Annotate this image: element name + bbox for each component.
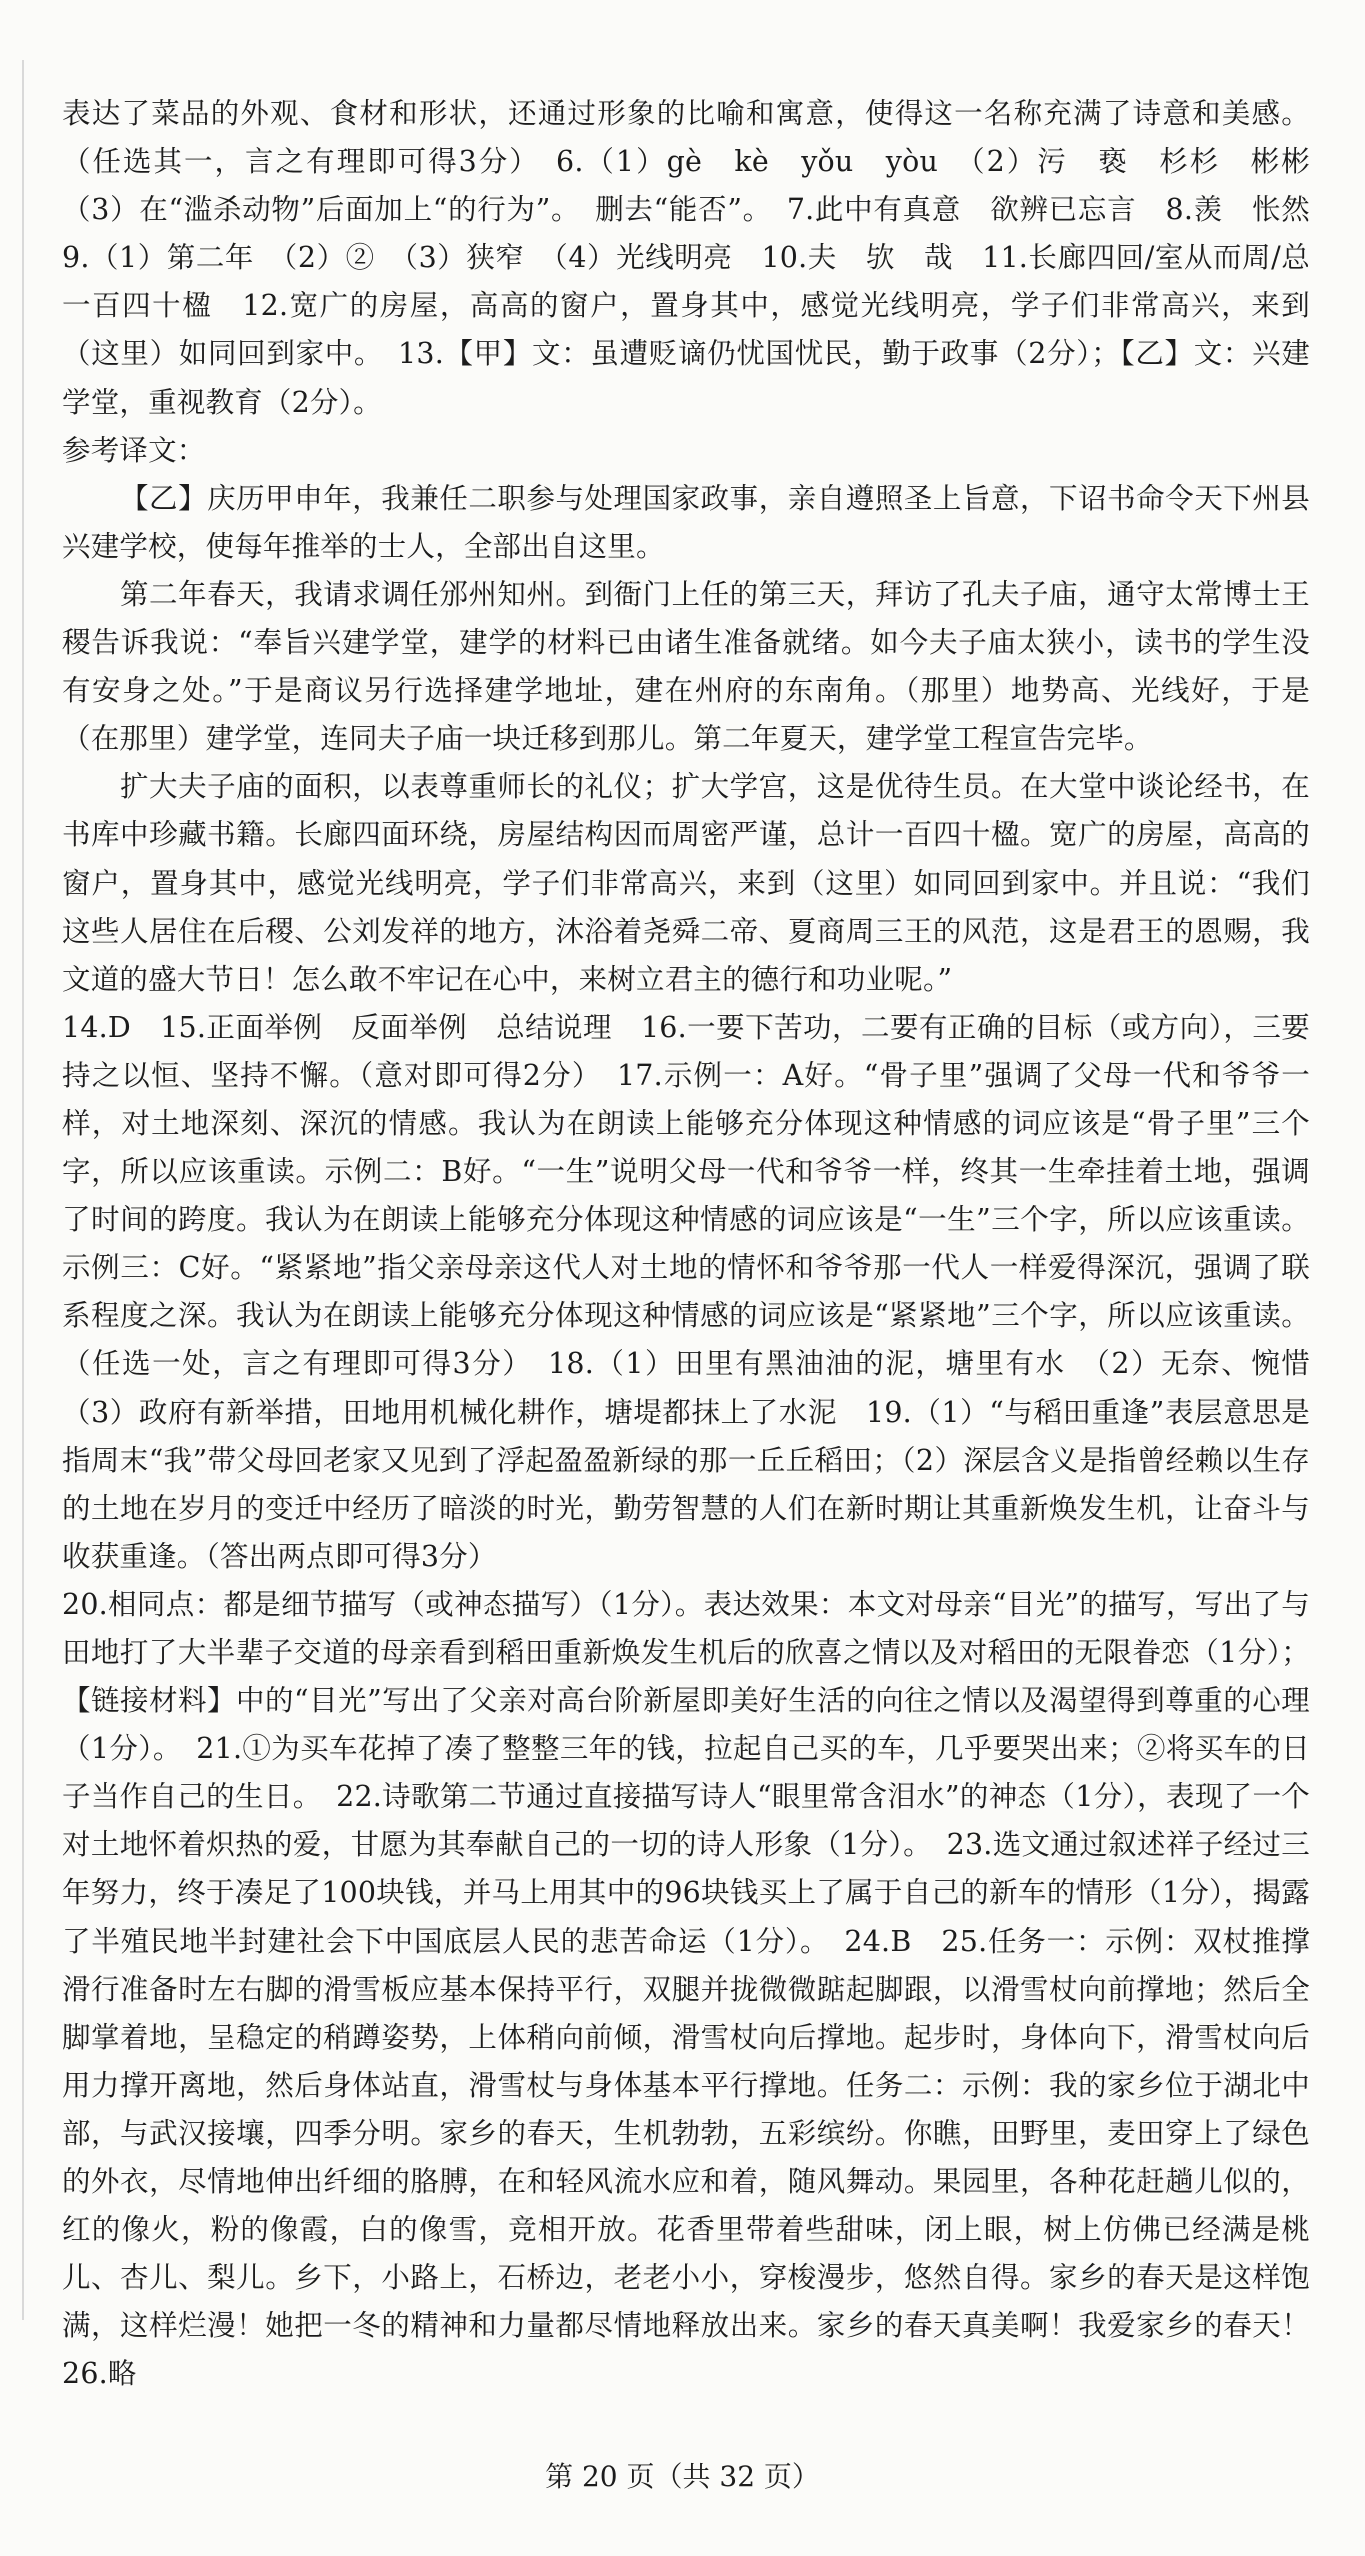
translation-paragraph-1: 【乙】庆历甲申年，我兼任二职参与处理国家政事，亲自遵照圣上旨意，下诏书命令天下州县兴建学校，使每年推举的士人，全部出自这里。 bbox=[62, 481, 1310, 563]
answers-part-3: 20.相同点：都是细节描写（或神态描写）（1分）。表达效果：本文对母亲“目光”的描写，写出了与田地打了大半辈子交道的母亲看到稻田重新焕发生机后的欣喜之情以及对稻田的无限眷恋（1分）；【链接材料】中的“目光”写出了父亲对高台阶新屋即美好生活的向往之情以及渴望得到尊重的心理（1分）。 21.①为买车花掉了凑了整整三年的钱，拉起自己买的车，几乎要哭出来；②将买车的日子当作自己的生日。 22.诗歌第二节通过直接描写诗人“眼里常含泪水”的神态（1分），表现了一个对土地怀着炽热的爱，甘愿为其奉献自己的一切的诗人形象（1分）。 23.选文通过叙述祥子经过三年努力，终于凑足了100块钱，并马上用其中的96块钱买上了属于自己的新车的情形（1分），揭露了半殖民地半封建社会下中国底层人民的悲苦命运（1分）。 24.B 25.任务一：示例：双杖推撑滑行准备时左右脚的滑雪板应基本保持平行，双腿并拢微微踮起脚跟，以滑雪杖向前撑地；然后全脚掌着地，呈稳定的稍蹲姿势，上体稍向前倾，滑雪杖向后撑地。起步时，身体向下，滑雪杖向后用力撑开离地，然后身体站直，滑雪杖与身体基本平行撑地。任务二：示例：我的家乡位于湖北中部，与武汉接壤，四季分明。家乡的春天，生机勃勃，五彩缤纷。你瞧，田野里，麦田穿上了绿色的外衣，尽情地伸出纤细的胳膊，在和轻风流水应和着，随风舞动。果园里，各种花赶趟儿似的，红的像火，粉的像霞，白的像雪，竞相开放。花香里带着些甜味，闭上眼，树上仿佛已经满是桃儿、杏儿、梨儿。乡下，小路上，石桥边，老老小小，穿梭漫步，悠然自得。家乡的春天是这样饱满，这样烂漫！她把一冬的精神和力量都尽情地释放出来。家乡的春天真美啊！我爱家乡的春天！ 26.略 bbox=[62, 1587, 1339, 2391]
page-number-footer: 第 20 页（共 32 页） bbox=[545, 2460, 820, 2493]
translation-paragraph-2: 第二年春天，我请求调任邠州知州。到衙门上任的第三天，拜访了孔夫子庙，通守太常博士王稷告诉我说：“奉旨兴建学堂，建学的材料已由诸生准备就绪。如今夫子庙太狭小，读书的学生没有安身之处。”于是商议另行选择建学地址，建在州府的东南角。（那里）地势高、光线好，于是（在那里）建学堂，连同夫子庙一块迁移到那儿。第二年夏天，建学堂工程宣告完毕。 bbox=[62, 577, 1310, 756]
answers-part-1: 表达了菜品的外观、食材和形状，还通过形象的比喻和寓意，使得这一名称充满了诗意和美感。（任选其一，言之有理即可得3分） 6.（1）gè kè yǒu yòu （2）污 亵 杉杉 彬彬 （3）在“滥杀动物”后面加上“的行为”。 删去“能否”。 7.此中有真意 欲辨已忘言 8.羡 怅然 9.（1）第二年 （2）② （3）狭窄 （4）光线明亮 10.夫 欤 哉 11.长廊四回/室从而周/总一百四十楹 12.宽广的房屋，高高的窗户，置身其中，感觉光线明亮，学子们非常高兴，来到（这里）如同回到家中。 13.【甲】文：虽遭贬谪仍忧国忧民，勤于政事（2分）；【乙】文：兴建学堂，重视教育（2分）。 bbox=[62, 97, 1339, 419]
binding-margin-line bbox=[22, 60, 24, 2320]
answers-part-2: 14.D 15.正面举例 反面举例 总结说理 16.一要下苦功，二要有正确的目标（或方向），三要持之以恒、坚持不懈。（意对即可得2分） 17.示例一：A好。“骨子里”强调了父母一代和爷爷一样，对土地深刻、深沉的情感。我认为在朗读上能够充分体现这种情感的词应该是“骨子里”三个字，所以应该重读。示例二：B好。“一生”说明父母一代和爷爷一样，终其一生牵挂着土地，强调了时间的跨度。我认为在朗读上能够充分体现这种情感的词应该是“一生”三个字，所以应该重读。示例三：C好。“紧紧地”指父亲母亲这代人对土地的情怀和爷爷那一代人一样爱得深沉，强调了联系程度之深。我认为在朗读上能够充分体现这种情感的词应该是“紧紧地”三个字，所以应该重读。（任选一处，言之有理即可得3分） 18.（1）田里有黑油油的泥，塘里有水 （2）无奈、惋惜 （3）政府有新举措，田地用机械化耕作，塘堤都抹上了水泥 19.（1）“与稻田重逢”表层意思是指周末“我”带父母回老家又见到了浮起盈盈新绿的那一丘丘稻田；（2）深层含义是指曾经赖以生存的土地在岁月的变迁中经历了暗淡的时光，勤劳智慧的人们在新时期让其重新焕发生机，让奋斗与收获重逢。（答出两点即可得3分） bbox=[62, 1010, 1339, 1573]
translation-paragraph-3: 扩大夫子庙的面积，以表尊重师长的礼仪；扩大学宫，这是优待生员。在大堂中谈论经书，在书库中珍藏书籍。长廊四面环绕，房屋结构因而周密严谨，总计一百四十楹。宽广的房屋，高高的窗户，置身其中，感觉光线明亮，学子们非常高兴，来到（这里）如同回到家中。并且说：“我们这些人居住在后稷、公刘发祥的地方，沐浴着尧舜二帝、夏商周三王的风范，这是君王的恩赐，我文道的盛大节日！怎么敢不牢记在心中，来树立君主的德行和功业呢。” bbox=[62, 770, 1310, 996]
answer-content bbox=[62, 90, 1339, 2399]
translation-heading: 参考译文： bbox=[62, 433, 206, 467]
